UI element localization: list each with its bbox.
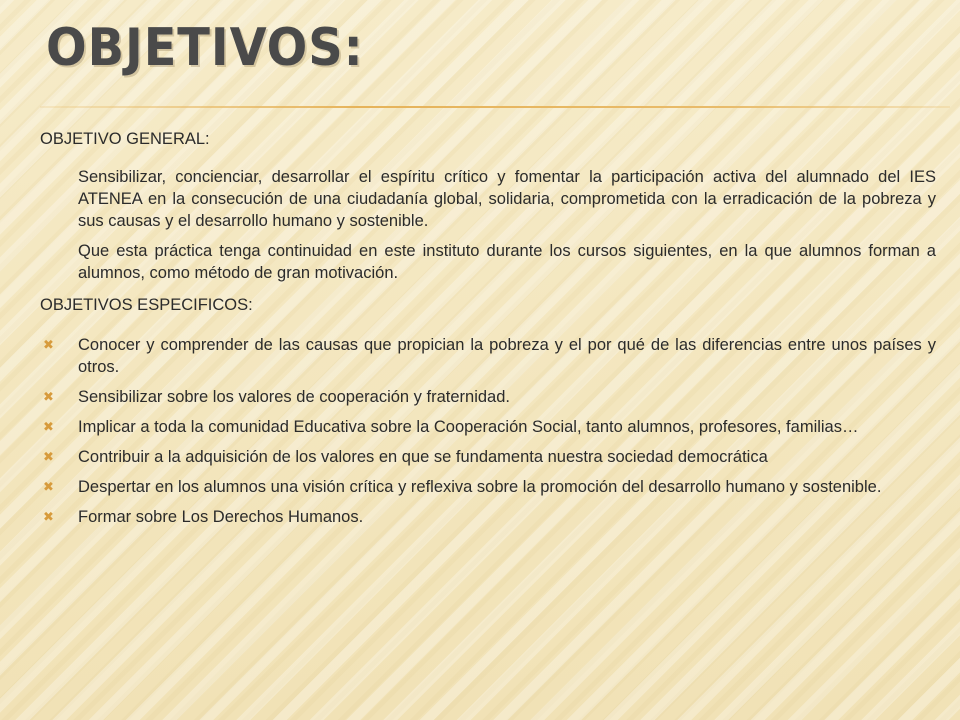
- list-item-text: Despertar en los alumnos una visión crítica y reflexiva sobre la promoción del desarrollo humano y sostenible.: [78, 478, 882, 496]
- list-item-text: Conocer y comprender de las causas que propician la pobreza y el por qué de las diferencias entre unos países y otros.: [78, 336, 936, 376]
- specific-objectives-list: [40, 334, 936, 528]
- x-bullet-icon: ✖: [43, 449, 54, 464]
- list-item-text: Contribuir a la adquisición de los valores en que se fundamenta nuestra sociedad democrática: [78, 448, 768, 466]
- list-item: [40, 386, 936, 408]
- x-bullet-icon: ✖: [43, 509, 54, 524]
- slide-content: [40, 128, 936, 536]
- x-bullet-icon: ✖: [43, 389, 54, 404]
- list-item: [40, 416, 936, 438]
- list-item-text: Sensibilizar sobre los valores de cooperación y fraternidad.: [78, 388, 510, 406]
- list-item-text: Formar sobre Los Derechos Humanos.: [78, 508, 364, 526]
- list-item: [40, 334, 936, 378]
- x-bullet-icon: ✖: [43, 419, 54, 434]
- x-bullet-icon: ✖: [43, 337, 54, 352]
- x-bullet-icon: ✖: [43, 479, 54, 494]
- general-objective-paragraph-2: Que esta práctica tenga continuidad en este instituto durante los cursos siguientes, en la que alumnos forman a alumnos, como método de gran motivación.: [78, 242, 936, 282]
- general-objective-paragraph-1: Sensibilizar, concienciar, desarrollar el espíritu crítico y fomentar la participación activa del alumnado del IES ATENEA en la consecución de una ciudadanía global, solidaria, comprometida con la erradicación de la pobreza y sus causas y el desarrollo humano y sostenible.: [78, 168, 936, 230]
- list-item: [40, 476, 936, 498]
- general-objective-heading: OBJETIVO GENERAL:: [40, 130, 210, 148]
- list-item: [40, 506, 936, 528]
- slide-title: OBJETIVOS:: [46, 18, 364, 78]
- specific-objectives-heading: OBJETIVOS ESPECIFICOS:: [40, 296, 253, 314]
- title-underline: [40, 106, 950, 108]
- list-item-text: Implicar a toda la comunidad Educativa sobre la Cooperación Social, tanto alumnos, profesores, familias…: [78, 418, 859, 436]
- list-item: [40, 446, 936, 468]
